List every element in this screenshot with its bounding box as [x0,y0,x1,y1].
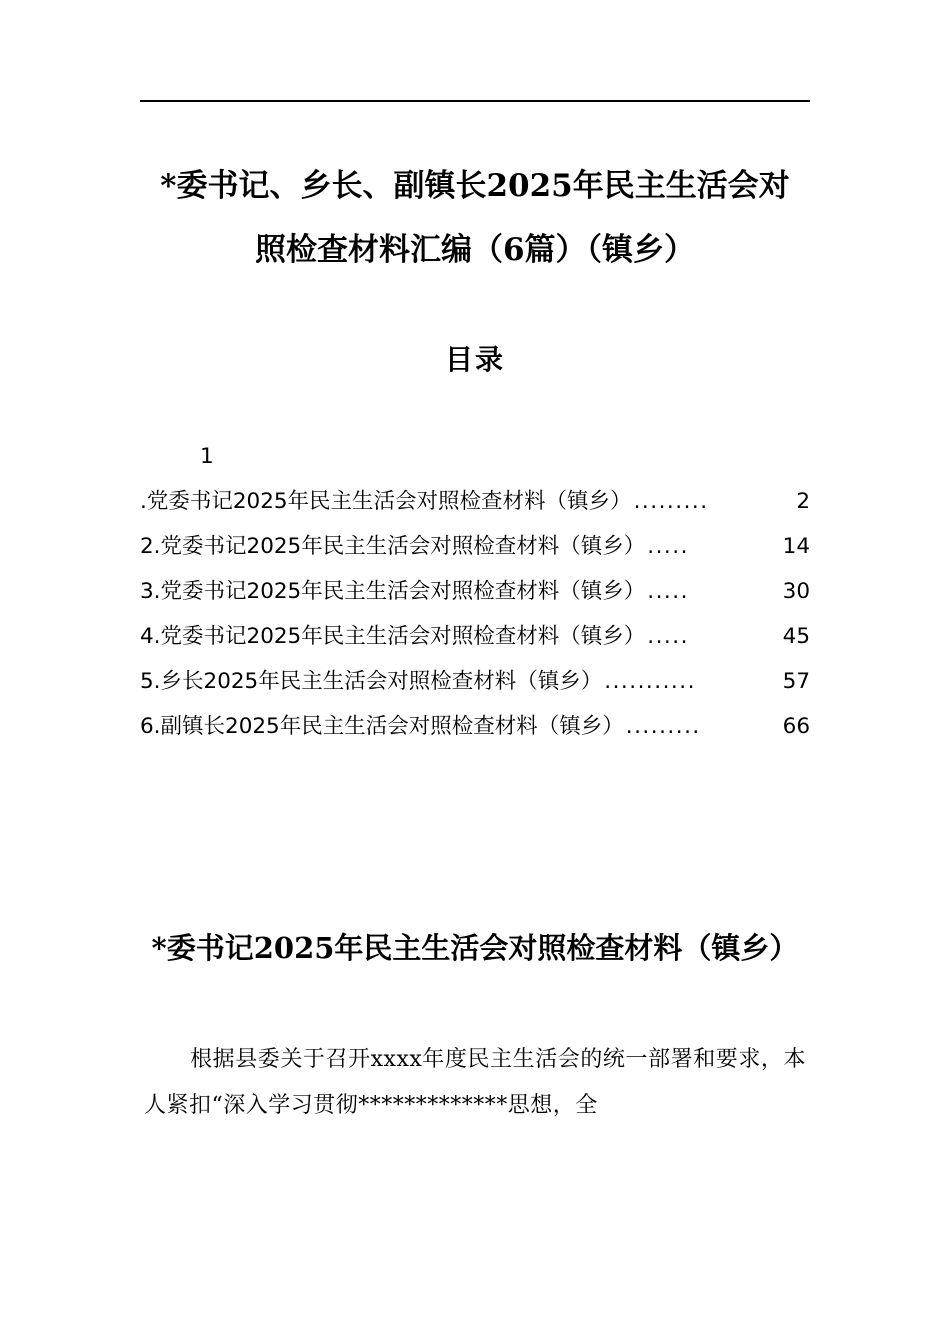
toc-leader-dots: ........... [604,669,696,694]
toc-entry-6[interactable] [140,704,810,749]
toc-entry-label: 4.党委书记2025年民主生活会对照检查材料（镇乡） [140,624,646,649]
toc-entry-5[interactable] [140,659,810,704]
toc-leader-dots: ..... [647,624,689,649]
toc-entry-label: .党委书记2025年民主生活会对照检查材料（镇乡） [140,489,632,514]
toc-entry-label: 2.党委书记2025年民主生活会对照检查材料（镇乡） [140,534,646,559]
toc-entry-page: 14 [782,534,810,559]
toc-entry-page: 45 [782,624,810,649]
body-paragraph [140,1037,810,1129]
toc-entry-page: 2 [796,489,810,514]
toc-entry-2[interactable] [140,524,810,569]
toc-entry-label: 5.乡长2025年民主生活会对照检查材料（镇乡） [140,669,603,694]
header-rule [140,100,810,102]
toc-entry-page: 57 [782,669,810,694]
toc-entry-1[interactable] [140,479,810,524]
section-title: *委书记2025年民主生活会对照检查材料（镇乡） [151,931,799,965]
toc-entry-label: 6.副镇长2025年民主生活会对照检查材料（镇乡） [140,714,624,739]
toc-first-number: 1 [200,444,214,469]
toc-leader-dots: ..... [647,534,689,559]
toc-entry-4[interactable] [140,614,810,659]
toc-entry-3[interactable] [140,569,810,614]
toc-leader-dots: ..... [647,579,689,604]
toc-leader-dots: ......... [633,489,709,514]
toc-entry-page: 66 [782,714,810,739]
toc-heading: 目录 [444,343,505,376]
toc-leader-dots: ......... [625,714,701,739]
table-of-contents [140,434,810,749]
toc-entry-label: 3.党委书记2025年民主生活会对照检查材料（镇乡） [140,579,646,604]
document-title: *委书记、乡长、副镇长2025年民主生活会对照检查材料汇编（6篇）（镇乡） [160,168,790,268]
toc-entry-page: 30 [782,579,810,604]
paragraph-text: 根据县委关于召开xxxx年度民主生活会的统一部署和要求，本人紧扣“深入学习贯彻*************思想，全 [144,1047,806,1118]
